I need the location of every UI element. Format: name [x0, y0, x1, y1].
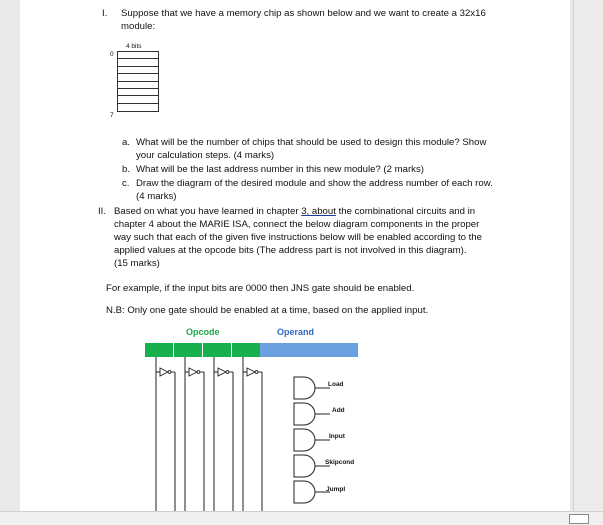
gate-label-load: Load — [328, 381, 344, 388]
q2-line4: applied values at the opcode bits (The address part is not involved in this diagram). — [114, 245, 467, 256]
circuit-diagram — [20, 0, 570, 511]
operand-label: Operand — [277, 327, 315, 337]
example-text: For example, if the input bits are 0000 then JNS gate should be enabled. — [106, 283, 415, 294]
part-c-line2: (4 marks) — [136, 191, 177, 202]
and-gates — [294, 377, 330, 503]
q2-line2: chapter 4 about the MARIE ISA, connect the below diagram components in the proper — [114, 219, 480, 230]
q1-line2: module: — [121, 21, 156, 32]
q2-line1: Based on what you have learned in chapter 3, about the combinational circuits and in — [114, 206, 476, 217]
chip-top-address: 0 — [110, 51, 114, 58]
part-a-line1: What will be the number of chips that should be used to design this module? Show — [136, 137, 487, 148]
opcode-label: Opcode — [186, 327, 220, 337]
part-a-line2: your calculation steps. (4 marks) — [136, 150, 275, 161]
part-b-letter: b. — [122, 164, 131, 175]
gate-label-jumpi: JumpI — [326, 486, 346, 493]
vertical-scrollbar[interactable] — [573, 0, 603, 511]
gate-label-skipcond: Skipcond — [325, 459, 355, 466]
nb-text: N.B: Only one gate should be enabled at a time, based on the applied input. — [106, 305, 429, 316]
q1-number: I. — [102, 8, 108, 19]
part-c-line1: Draw the diagram of the desired module and show the address number of each row. — [136, 178, 493, 189]
part-b-line1: What will be the last address number in this new module? (2 marks) — [136, 164, 424, 175]
view-layout-icon[interactable] — [569, 514, 589, 524]
q1-line1: Suppose that we have a memory chip as shown below and we want to create a 32x16 — [121, 8, 486, 19]
q2-line5: (15 marks) — [114, 258, 160, 269]
chip-bits-label: 4 bits — [126, 43, 142, 50]
gate-label-input: Input — [329, 433, 345, 440]
gate-label-add: Add — [332, 407, 345, 414]
q2-number: II. — [98, 206, 106, 217]
document-page — [20, 0, 570, 511]
chip-bottom-address: 7 — [110, 112, 114, 119]
q2-line3: way such that each of the given five instructions below will be enabled according to the — [114, 232, 482, 243]
part-c-letter: c. — [122, 178, 130, 189]
part-a-letter: a. — [122, 137, 131, 148]
status-bar — [0, 511, 603, 525]
